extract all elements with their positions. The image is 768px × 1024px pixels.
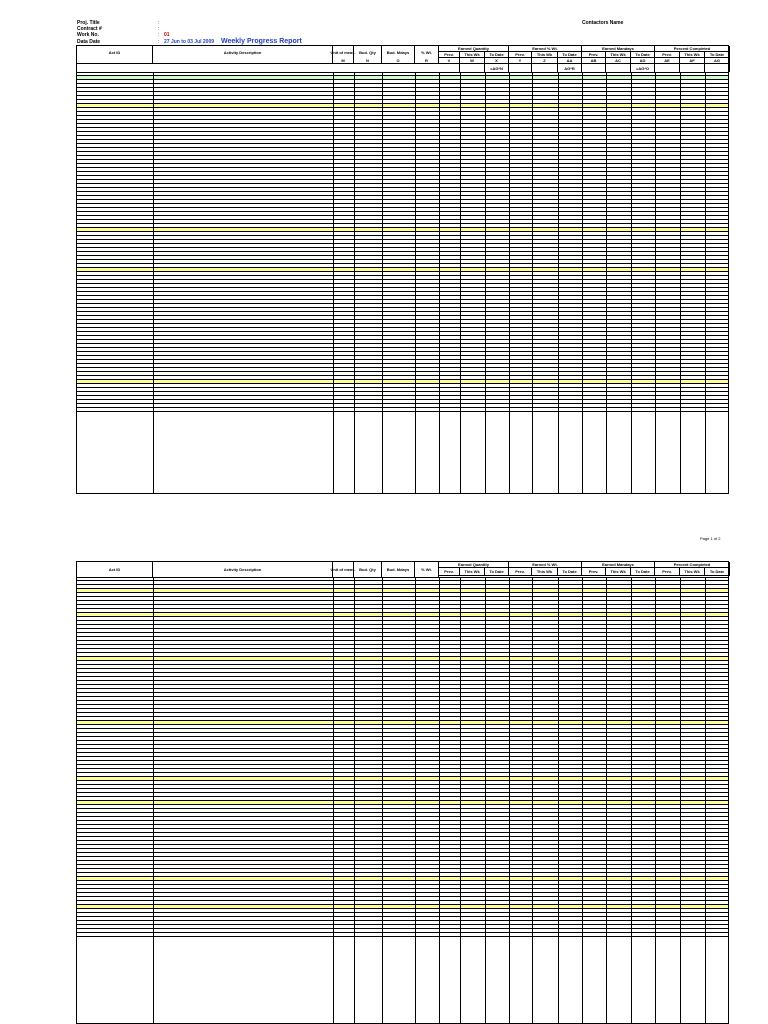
earned-quantity-header: Earned Quantity: [439, 562, 509, 568]
act-id-header: Act ID: [77, 562, 153, 577]
column-divider: [631, 72, 632, 493]
column-code-cell: X: [485, 58, 509, 64]
formula-cell: =AG*N: [485, 64, 509, 72]
sub-column-header: To Date: [558, 52, 582, 58]
column-divider: [680, 72, 681, 493]
activity-description-header: Activity Description: [153, 562, 333, 577]
table-body: [76, 72, 729, 494]
column-divider: [705, 72, 706, 493]
column-code-cell: AE: [655, 58, 680, 64]
column-divider: [532, 577, 533, 1023]
column-divider: [680, 577, 681, 1023]
sub-column-header: This Wk: [532, 568, 558, 576]
work-no-value[interactable]: 01: [164, 32, 170, 38]
table-header: [76, 561, 729, 578]
data-date-value[interactable]: 27 Jun to 03 Jul 2009: [164, 39, 215, 45]
sub-column-header: Prev.: [582, 568, 606, 576]
unit-of-measure-header: Unit of meas.: [333, 46, 354, 58]
formula-cell: [582, 64, 606, 72]
formula-cell: [509, 64, 532, 72]
earned-mandays-header: Earned Mandays: [582, 46, 655, 52]
colon: :: [158, 26, 160, 32]
formula-cell: AG*R: [558, 64, 582, 72]
column-code-cell: AF: [680, 58, 705, 64]
sub-column-header: This Wk: [460, 568, 485, 576]
column-divider: [460, 72, 461, 493]
column-divider: [655, 72, 656, 493]
column-code-cell: [153, 58, 333, 64]
formula-cell: [606, 64, 631, 72]
column-divider: [354, 72, 355, 493]
column-divider: [415, 72, 416, 493]
column-divider: [582, 72, 583, 493]
column-divider: [705, 577, 706, 1023]
column-code-cell: M: [333, 58, 354, 64]
progress-table-page-2: [76, 561, 729, 1024]
column-divider: [415, 577, 416, 1023]
sub-column-header: Prev.: [439, 568, 460, 576]
contract-label: Contract #: [77, 26, 102, 32]
table-header: [76, 45, 729, 73]
column-code-cell: AD: [631, 58, 655, 64]
act-id-header: Act ID: [77, 46, 153, 58]
budget-mandays-header: Bud. Mdays: [382, 46, 415, 58]
column-divider: [460, 577, 461, 1023]
sub-column-header: To Date: [558, 568, 582, 576]
column-divider: [606, 577, 607, 1023]
column-divider: [509, 72, 510, 493]
budget-qty-header: Bud. Qty: [354, 562, 382, 577]
column-code-cell: AC: [606, 58, 631, 64]
sub-column-header: This Wk: [460, 52, 485, 58]
table-body: [76, 577, 729, 1024]
sub-column-header: To Date: [705, 568, 730, 576]
earned-percent-weight-header: Earned % Wt.: [509, 46, 582, 52]
sub-column-header: This Wk: [606, 52, 631, 58]
column-divider: [558, 72, 559, 493]
data-date-label: Data Date: [77, 39, 101, 45]
column-code-cell: AG: [705, 58, 730, 64]
column-divider: [439, 577, 440, 1023]
sub-column-header: This Wk: [532, 52, 558, 58]
sub-column-header: Prev.: [655, 52, 680, 58]
percent-completed-header: Percent Completed: [655, 46, 730, 52]
sub-column-header: This Wk: [680, 568, 705, 576]
column-divider: [485, 72, 486, 493]
column-divider: [382, 577, 383, 1023]
formula-cell: [680, 64, 705, 72]
column-divider: [509, 577, 510, 1023]
work-no-label: Work No.: [77, 32, 99, 38]
colon: :: [158, 20, 160, 26]
progress-table-page-1: [76, 45, 729, 494]
column-code-cell: Z: [532, 58, 558, 64]
column-divider: [439, 72, 440, 493]
column-divider: [485, 577, 486, 1023]
column-divider: [153, 577, 154, 1023]
column-divider: [558, 577, 559, 1023]
column-divider: [655, 577, 656, 1023]
column-code-cell: Y: [509, 58, 532, 64]
contractor-name: Contactors Name: [582, 20, 624, 26]
page-number: Page 1 of 2: [700, 536, 721, 541]
sub-column-header: To Date: [705, 52, 730, 58]
sub-column-header: To Date: [485, 568, 509, 576]
column-divider: [582, 577, 583, 1023]
sub-column-header: Prev.: [509, 52, 532, 58]
formula-cell: [532, 64, 558, 72]
formula-cell: [439, 64, 460, 72]
column-divider: [153, 72, 154, 493]
sub-column-header: Prev.: [509, 568, 532, 576]
column-code-cell: O: [382, 58, 415, 64]
activity-description-header: Activity Description: [153, 46, 333, 58]
colon: :: [158, 32, 160, 38]
report-title: Weekly Progress Report: [221, 38, 302, 45]
sub-column-header: To Date: [631, 52, 655, 58]
column-code-cell: R: [415, 58, 439, 64]
budget-mandays-header: Bud. Mdays: [382, 562, 415, 577]
column-code-cell: W: [460, 58, 485, 64]
earned-percent-weight-header: Earned % Wt.: [509, 562, 582, 568]
proj-title-label: Proj. Title: [77, 20, 100, 26]
sub-column-header: To Date: [485, 52, 509, 58]
sub-column-header: This Wk: [606, 568, 631, 576]
sub-column-header: Prev.: [439, 52, 460, 58]
earned-mandays-header: Earned Mandays: [582, 562, 655, 568]
column-code-cell: V: [439, 58, 460, 64]
sub-column-header: To Date: [631, 568, 655, 576]
earned-quantity-header: Earned Quantity: [439, 46, 509, 52]
sub-column-header: Prev.: [582, 52, 606, 58]
formula-cell: [655, 64, 680, 72]
column-code-cell: AA: [558, 58, 582, 64]
formula-cell: =AG*O: [631, 64, 655, 72]
budget-qty-header: Bud. Qty: [354, 46, 382, 58]
column-code-cell: N: [354, 58, 382, 64]
sub-column-header: This Wk: [680, 52, 705, 58]
column-divider: [333, 72, 334, 493]
column-divider: [382, 72, 383, 493]
formula-cell: [705, 64, 730, 72]
unit-of-measure-header: Unit of meas.: [333, 562, 354, 577]
sub-column-header: Prev.: [655, 568, 680, 576]
column-divider: [606, 72, 607, 493]
column-code-cell: [77, 58, 153, 64]
percent-weight-header: % Wt.: [415, 46, 439, 58]
column-divider: [354, 577, 355, 1023]
column-code-cell: AB: [582, 58, 606, 64]
column-divider: [333, 577, 334, 1023]
column-divider: [532, 72, 533, 493]
formula-cell: [460, 64, 485, 72]
colon: :: [158, 39, 160, 45]
percent-completed-header: Percent Completed: [655, 562, 730, 568]
percent-weight-header: % Wt.: [415, 562, 439, 577]
column-divider: [631, 577, 632, 1023]
